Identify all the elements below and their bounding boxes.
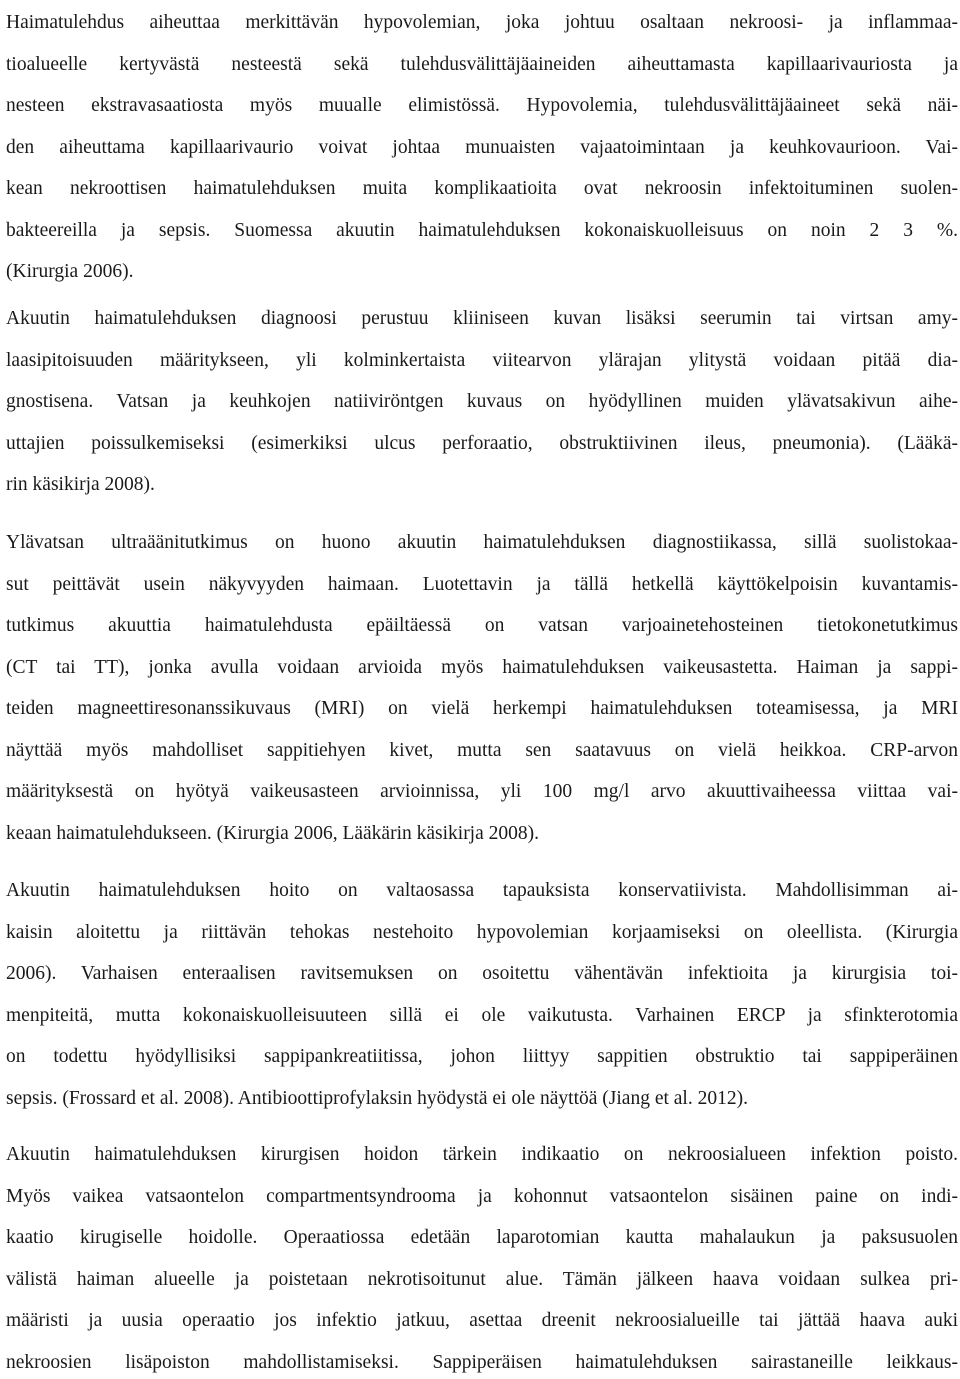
text-line: nesteen ekstravasaatiosta myös muualle elimistössä. Hypovolemia, tulehdusvälittäjäaineet sekä näi-	[6, 95, 958, 116]
text-line: kaatio kirugiselle hoidolle. Operaatiossa edetään laparotomian kautta mahalaukun ja paksusuolen	[6, 1227, 958, 1248]
text-line: sepsis. (Frossard et al. 2008). Antibioottiprofylaksin hyödystä ei ole näyttöä (Jiang et al. 2012).	[6, 1087, 748, 1109]
text-line: (Kirurgia 2006).	[6, 261, 134, 282]
text-line: sut peittävät usein näkyvyyden haimaan. Luotettavin ja tällä hetkellä käyttökelpoisin kuvantamis-	[6, 573, 958, 595]
text-line: teiden magneettiresonanssikuvaus (MRI) on vielä herkempi haimatulehduksen toteamisessa, ja MRI	[6, 698, 958, 719]
text-line: rin käsikirja 2008).	[6, 474, 155, 495]
paragraph-diagnosis	[6, 298, 958, 506]
text-line: Akuutin haimatulehduksen hoito on valtaosassa tapauksista konservatiivista. Mahdollisimman ai-	[6, 880, 958, 901]
text-line: keaan haimatulehdukseen. (Kirurgia 2006, Lääkärin käsikirja 2008).	[6, 822, 540, 844]
text-line: määrityksestä on hyötyä vaikeusasteen arvioinnissa, yli 100 mg/l arvo akuuttivaiheessa viittaa vai-	[6, 781, 958, 802]
text-line: gnostisena. Vatsan ja keuhkojen natiiviröntgen kuvaus on hyödyllinen muiden ylävatsakivun aihe-	[6, 391, 958, 412]
text-line: määristi ja uusia operaatio jos infektio jatkuu, asettaa dreenit nekroosialueille tai jättää haava auki	[6, 1310, 958, 1331]
text-line: kaisin aloitettu ja riittävän tehokas nestehoito hypovolemian korjaamiseksi on oleellista. (Kirurgia	[6, 921, 958, 943]
paragraph-surgery	[6, 1134, 958, 1379]
text-line: välistä haiman alueelle ja poistetaan nekrotisoitunut alue. Tämän jälkeen haava voidaan sulkea pri-	[6, 1268, 958, 1290]
text-line: tioalueelle kertyvästä nesteestä sekä tulehdusvälittäjäaineiden aiheuttamasta kapillaarivauriosta ja	[6, 53, 958, 75]
text-line: laasipitoisuuden määritykseen, yli kolminkertaista viitearvon ylärajan ylitystä voidaan pitää dia-	[6, 349, 958, 371]
text-line: menpiteitä, mutta kokonaiskuolleisuuteen sillä ei ole vaikutusta. Varhainen ERCP ja sfinkterotomia	[6, 1004, 958, 1026]
paragraph-imaging	[6, 522, 958, 854]
text-line: uttajien poissulkemiseksi (esimerkiksi ulcus perforaatio, obstruktiivinen ileus, pneumonia). (Lääkä-	[6, 432, 958, 454]
text-line: Haimatulehdus aiheuttaa merkittävän hypovolemian, joka johtuu osaltaan nekroosi- ja inflammaa-	[6, 12, 958, 33]
text-line: Myös vaikea vatsaontelon compartmentsyndrooma ja kohonnut vatsaontelon sisäinen paine on indi-	[6, 1185, 958, 1207]
text-line: Akuutin haimatulehduksen kirurgisen hoidon tärkein indikaatio on nekroosialueen infektion poisto.	[6, 1144, 958, 1165]
text-line: nekroosien lisäpoiston mahdollistamiseksi. Sappiperäisen haimatulehduksen sairastaneille leikkaus-	[6, 1351, 958, 1373]
text-line: tutkimus akuuttia haimatulehdusta epäiltäessä on vatsan varjoainetehosteinen tietokonetutkimus	[6, 615, 958, 636]
text-line: kean nekroottisen haimatulehduksen muita komplikaatioita ovat nekroosin infektoituminen suolen-	[6, 178, 958, 199]
text-line: den aiheuttama kapillaarivaurio voivat johtaa munuaisten vajaatoimintaan ja keuhkovaurioon. Vai-	[6, 136, 958, 158]
text-line: (CT tai TT), jonka avulla voidaan arvioida myös haimatulehduksen vaikeusastetta. Haiman ja sappi-	[6, 656, 958, 678]
paragraph-complications	[6, 2, 958, 293]
paragraph-treatment	[6, 870, 958, 1119]
text-line: 2006). Varhaisen enteraalisen ravitsemuksen on osoitettu vähentävän infektioita ja kirurgisia toi-	[6, 963, 958, 984]
text-line: bakteereilla ja sepsis. Suomessa akuutin haimatulehduksen kokonaiskuolleisuus on noin 2 3 %.	[6, 219, 958, 241]
text-line: Akuutin haimatulehduksen diagnoosi perustuu kliiniseen kuvan lisäksi seerumin tai virtsan amy-	[6, 308, 958, 329]
text-line: on todettu hyödyllisiksi sappipankreatiitissa, johon liittyy sappitien obstruktio tai sappiperäinen	[6, 1046, 958, 1067]
text-line: Ylävatsan ultraäänitutkimus on huono akuutin haimatulehduksen diagnostiikassa, sillä suolistokaa-	[6, 532, 958, 553]
text-line: näyttää myös mahdolliset sappitiehyen kivet, mutta sen saatavuus on vielä heikkoa. CRP-arvon	[6, 739, 958, 761]
